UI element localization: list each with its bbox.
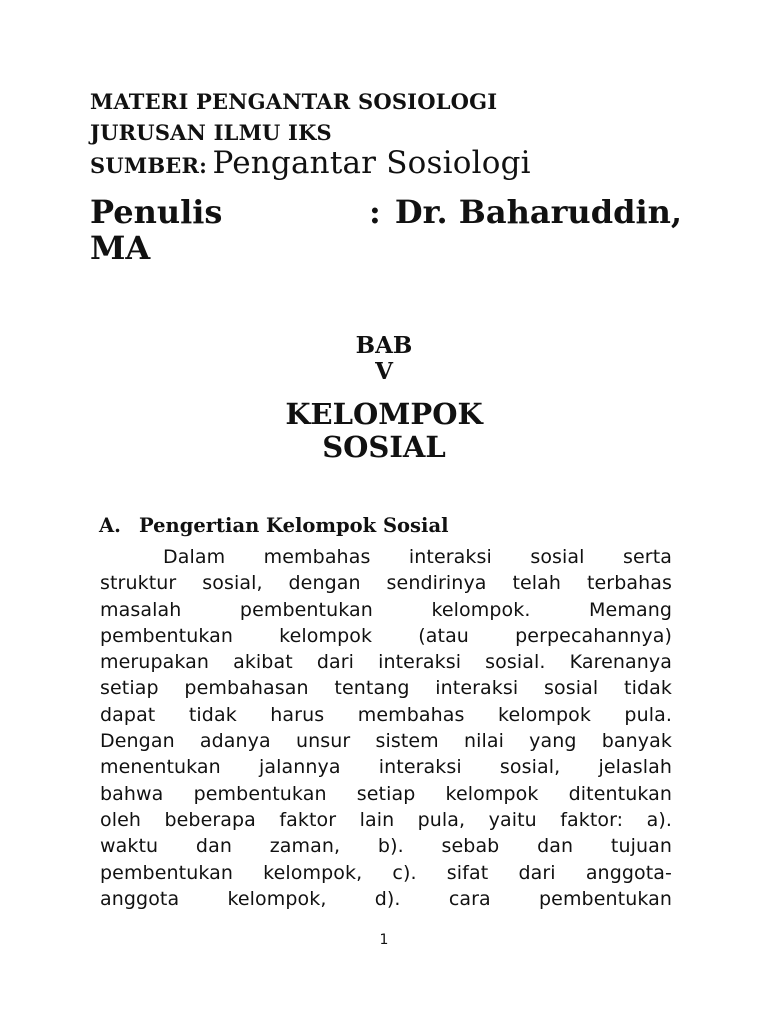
chapter-title — [0, 398, 768, 464]
chapter-heading — [0, 333, 768, 385]
body-line: oleh beberapa faktor lain pula, yaitu faktor: a). — [100, 808, 672, 831]
author-suffix: MA — [90, 229, 151, 267]
source-line — [90, 145, 531, 181]
section-title: Pengertian Kelompok Sosial — [139, 514, 449, 537]
body-paragraph — [100, 544, 672, 912]
body-line: waktu dan zaman, b). sebab dan tujuan — [100, 835, 672, 858]
body-line: struktur sosial, dengan sendirinya telah terbahas — [100, 572, 672, 595]
source-title: Pengantar Sosiologi — [212, 145, 531, 181]
body-line: bahwa pembentukan setiap kelompok ditentukan — [100, 782, 672, 805]
body-line: setiap pembahasan tentang interaksi sosial tidak — [100, 677, 672, 700]
body-line: Dengan adanya unsur sistem nilai yang banyak — [100, 730, 672, 753]
chapter-title-line2: SOSIAL — [322, 430, 446, 464]
body-line: menentukan jalannya interaksi sosial, jelaslah — [100, 756, 672, 779]
body-line: pembentukan kelompok (atau perpecahannya) — [100, 624, 672, 647]
course-title: MATERI PENGANTAR SOSIOLOGI — [90, 89, 498, 114]
body-line: masalah pembentukan kelompok. Memang — [100, 598, 672, 621]
body-line: Dalam membahas interaksi sosial serta — [163, 546, 672, 568]
chapter-title-line1: KELOMPOK — [285, 397, 483, 431]
section-heading — [99, 514, 449, 538]
source-label: SUMBER: — [90, 153, 208, 178]
page-number: 1 — [379, 932, 389, 948]
author-colon: : — [369, 193, 381, 231]
section-letter: A. — [99, 514, 121, 537]
author-label: Penulis — [90, 193, 223, 231]
body-line: anggota kelompok, d). cara pembentukan — [100, 887, 672, 910]
author-name: Dr. Baharuddin, — [394, 193, 682, 231]
body-line: dapat tidak harus membahas kelompok pula. — [100, 703, 672, 726]
chapter-label: BAB — [355, 332, 413, 359]
author-line — [90, 194, 682, 266]
chapter-number: V — [375, 358, 393, 385]
body-line: merupakan akibat dari interaksi sosial. Karenanya — [100, 651, 672, 674]
body-line: pembentukan kelompok, c). sifat dari anggota- — [100, 861, 672, 884]
department-title: JURUSAN ILMU IKS — [90, 120, 332, 145]
